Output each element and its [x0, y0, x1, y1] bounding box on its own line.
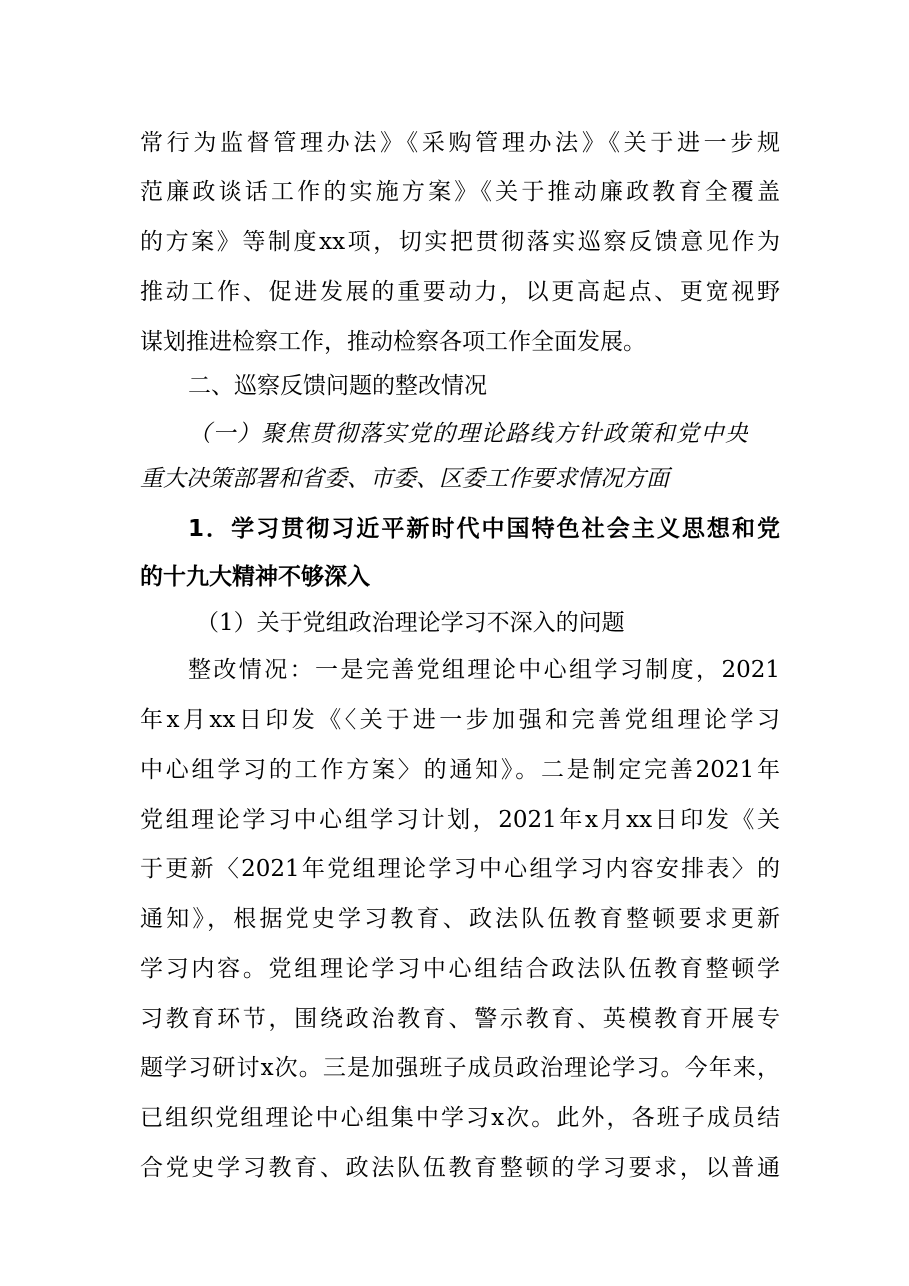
section-heading: 二、巡察反馈问题的整改情况: [188, 373, 487, 399]
body-line: 合党史学习教育、政法队伍教育整顿的学习要求，以普通: [140, 1155, 780, 1181]
body-line: 题学习研讨x次。三是加强班子成员政治理论学习。今年来，: [140, 1055, 780, 1081]
intro-line: 推动工作、促进发展的重要动力，以更高起点、更宽视野: [140, 279, 780, 305]
intro-line: 常行为监督管理办法》《采购管理办法》《关于进一步规: [140, 130, 780, 156]
body-line: 学习内容。党组理论学习中心组结合政法队伍教育整顿学: [140, 956, 780, 982]
intro-line: 的方案》等制度xx项，切实把贯彻落实巡察反馈意见作为: [140, 229, 780, 255]
intro-line: 谋划推进检察工作，推动检察各项工作全面发展。: [140, 329, 646, 355]
intro-line: 范廉政谈话工作的实施方案》《关于推动廉政教育全覆盖: [140, 179, 780, 205]
body-line: 党组理论学习中心组学习计划，2021年x月xx日印发《关: [140, 807, 780, 833]
subsection-heading-line: （一）聚焦贯彻落实党的理论路线方针政策和党中央: [188, 421, 748, 447]
item-heading-line: 1．学习贯彻习近平新时代中国特色社会主义思想和党: [188, 516, 780, 542]
issue-heading: （1）关于党组政治理论学习不深入的问题: [196, 610, 625, 636]
subsection-heading-line: 重大决策部署和省委、市委、区委工作要求情况方面: [140, 466, 669, 492]
item-heading-line: 的十九大精神不够深入: [140, 564, 370, 590]
body-line: 通知》，根据党史学习教育、政法队伍教育整顿要求更新: [140, 906, 780, 932]
body-line: 于更新〈2021年党组理论学习中心组学习内容安排表〉的: [140, 856, 780, 882]
body-line: 年x月xx日印发《〈关于进一步加强和完善党组理论学习: [140, 707, 780, 733]
body-line: 中心组学习的工作方案〉的通知》。二是制定完善2021年: [140, 757, 780, 783]
body-line: 整改情况：一是完善党组理论中心组学习制度，2021: [188, 657, 780, 683]
body-line: 已组织党组理论中心组集中学习x次。此外，各班子成员结: [140, 1105, 780, 1131]
body-line: 习教育环节，围绕政治教育、警示教育、英模教育开展专: [140, 1006, 780, 1032]
